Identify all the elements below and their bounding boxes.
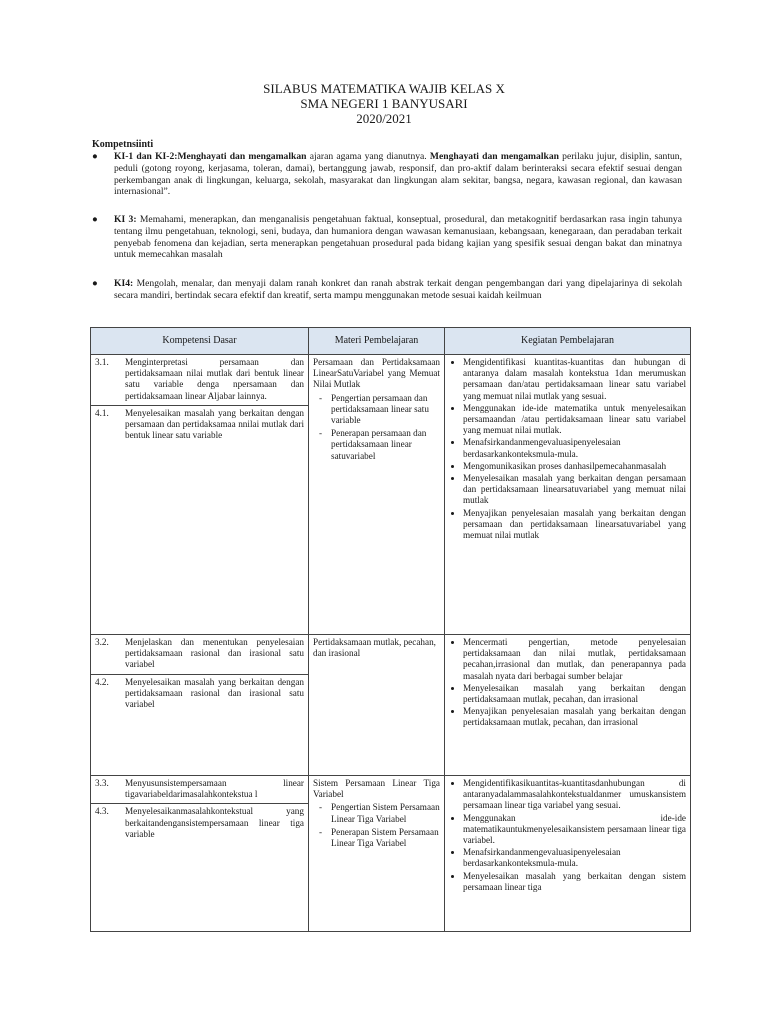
list-item: • Menggunakan ide-ide matematika untuk menyelesaikan persamaandan /atau pertidaksamaan linear satu variabel yang memuat nilai mutlak. (463, 403, 686, 437)
list-item: • Mengomunikasikan proses danhasilpemecahanmasalah (463, 461, 686, 472)
materi-item: - Penerapan Sistem Persamaan Linear Tiga Variabel (331, 827, 440, 849)
ki-4-item (92, 278, 682, 302)
list-item: • Menyelesaikan masalah yang berkaitan dengan persamaan dan pertidaksamaan linearsatuvariabel yang memuat nilai mutlak (463, 473, 686, 507)
kd-text: Menyelesaikanmasalahkontekstual yang berkaitandengansistempersamaan linear tiga variable (125, 806, 304, 839)
materi-cell (309, 355, 445, 635)
list-item: • Mengidentifikasikuantitas-kuantitasdanhubungan di antaranyadalammasalahkontekstualdanmer umuskansistem persamaan linear tiga variabel yang sesuai. (463, 778, 686, 812)
kd-text: Menyusunsistempersamaan linear tigavariabeldarimasalahkontekstua l (125, 778, 304, 800)
ki-3-item (92, 214, 682, 261)
silabus-table (90, 327, 691, 932)
table-row (91, 776, 691, 932)
list-item: • Menyajikan penyelesaian masalah yang berkaitan dengan pertidaksamaan mutlak, pecahan, dan irrasional (463, 706, 686, 728)
ki1-mid: ajaran agama yang dianutnya. (306, 151, 430, 162)
list-item: • Mengidentifikasi kuantitas-kuantitas dan hubungan di antaranya dalam masalah kontekstua 1dan merumuskan persamaan dan/atau pertidaksamaan linear satu variabel yang memuat nilai mutlak yang sesuai. (463, 357, 686, 402)
bullet-icon: ● (92, 278, 98, 289)
kegiatan-cell (445, 776, 691, 932)
list-item: • Mencermati pengertian, metode penyelesaian pertidaksamaan dan nilai mutlak, pertidaksamaan pecahan,irrasional dan mutlak, dan penerapannya pada masalah nyata dari berbagai sumber belajar (463, 637, 686, 682)
kd-number: 3.1. (95, 357, 109, 367)
doc-title-year: 2020/2021 (356, 111, 412, 126)
list-item: • Menafsirkandanmengevaluasipenyelesaian berdasarkankonteksmula-mula. (463, 847, 686, 869)
bullet-icon: ● (92, 151, 98, 162)
kd-text: Menyelesaikan masalah yang berkaitan dengan persamaan dan pertidaksamaa nnilai mutlak dari bentuk linear satu variable (125, 407, 304, 441)
ki-1-2-item (92, 151, 682, 198)
ki1-rest: perilaku jujur, disiplin, santun, peduli (gotong royong, kerjasama, toleran, damai), bertanggung jawab, responsif, dan pro-aktif dalam berinteraksi secara efektif sesuai dengan perkembangan anak di lingkungan, keluarga, sekolah, masyarakat dan lingkungan alam sekitar, bangsa, negara, kawasan regional, dan kawasan internasional”. (114, 151, 683, 198)
kompetensi-inti-heading: Kompetnsiinti (92, 139, 154, 150)
kd-text: Menginterpretasi persamaan dan pertidaksamaan nilai mutlak dari bentuk linear satu variable denga npersamaan dan pertidaksamaan linear Aljabar lainnya. (125, 357, 304, 401)
kd-number: 4.3. (95, 806, 109, 817)
ki3-lead: KI 3: (114, 214, 137, 225)
bullet-icon: ● (92, 214, 98, 225)
materi-cell (309, 635, 445, 776)
list-item: • Menyajikan penyelesaian masalah yang berkaitan dengan persamaan dan pertidaksamaan linearsatuvariabel yang memuat nilai mutlak (463, 508, 686, 542)
table-row (91, 355, 691, 635)
materi-title: Persamaan dan Pertidaksamaan LinearSatuVariabel yang Memuat Nilai Mutlak (313, 357, 440, 390)
kegiatan-cell (445, 635, 691, 776)
ki3-rest: Memahami, menerapkan, dan menganalisis pengetahuan faktual, konseptual, prosedural, dan metakognitif berdasarkan rasa ingin tahunya tentang ilmu pengetahuan, teknologi, seni, budaya, dan humaniora dengan wawasan kemanusiaan, kebangsaan, kenegaraan, dan peradaban terkait penyebab fenomena dan kejadian, serta menerapkan pengetahuan prosedural pada bidang kajian yang spesifik sesuai dengan bakat dan minatnya untuk memecahkan masalah (114, 214, 682, 261)
materi-item: - Pengertian Sistem Persamaan Linear Tiga Variabel (331, 802, 440, 824)
list-item: • Menyelesaikan masalah yang berkaitan dengan pertidaksamaan mutlak, pecahan, dan irrasional (463, 683, 686, 705)
materi-item: - Pengertian persamaan dan pertidaksamaan linear satu variable (331, 393, 440, 427)
col-header-kegiatan: Kegiatan Pembelajaran (445, 328, 691, 355)
list-item: • Menafsirkandanmengevaluasipenyelesaian berdasarkankonteksmula-mula. (463, 437, 686, 459)
ki1-lead: KI-1 dan KI-2:Menghayati dan mengamalkan (114, 151, 307, 162)
ki1-bold2: Menghayati dan mengamalkan (429, 151, 559, 162)
materi-item: - Penerapan persamaan dan pertidaksamaan linear satuvariabel (331, 428, 440, 462)
kegiatan-cell (445, 355, 691, 635)
col-header-materi: Materi Pembelajaran (309, 328, 445, 355)
col-header-kompetensi-dasar: Kompetensi Dasar (91, 328, 309, 355)
list-item: • Menggunakan ide-ide matematikauntukmenyelesaikansistem persamaan linear tiga variabel. (463, 813, 686, 847)
materi-title: Sistem Persamaan Linear Tiga Variabel (313, 778, 440, 800)
materi-title: Pertidaksamaan mutlak, pecahan, dan irasional (313, 637, 436, 659)
kd-number: 3.3. (95, 778, 109, 788)
kd-cell (91, 776, 309, 932)
kd-cell (91, 635, 309, 776)
doc-title-line1: SILABUS MATEMATIKA WAJIB KELAS X (263, 81, 505, 96)
list-item: • Menyelesaikan masalah yang berkaitan dengan sistem persamaan linear tiga (463, 871, 686, 893)
table-row (91, 635, 691, 776)
kd-number: 4.2. (95, 676, 109, 687)
ki4-lead: KI4: (114, 278, 134, 289)
kd-number: 3.2. (95, 637, 109, 647)
materi-cell (309, 776, 445, 932)
ki4-rest: Mengolah, menalar, dan menyaji dalam ranah konkret dan ranah abstrak terkait dengan pengembangan dari yang dipelajarinya di sekolah secara mandiri, bertindak secara efektif dan kreatif, serta mampu menggunakan metode sesuai kaidah keilmuan (114, 278, 682, 301)
doc-title-line2: SMA NEGERI 1 BANYUSARI (300, 96, 468, 111)
kd-text: Menjelaskan dan menentukan penyelesaian pertidaksamaan rasional dan irasional satu variabel (125, 637, 304, 670)
kd-number: 4.1. (95, 407, 109, 418)
table-header-row (91, 328, 691, 355)
kd-text: Menyelesaikan masalah yang berkaitan dengan pertidaksamaan rasional dan irasional satu variabel (125, 676, 304, 710)
kd-cell (91, 355, 309, 635)
